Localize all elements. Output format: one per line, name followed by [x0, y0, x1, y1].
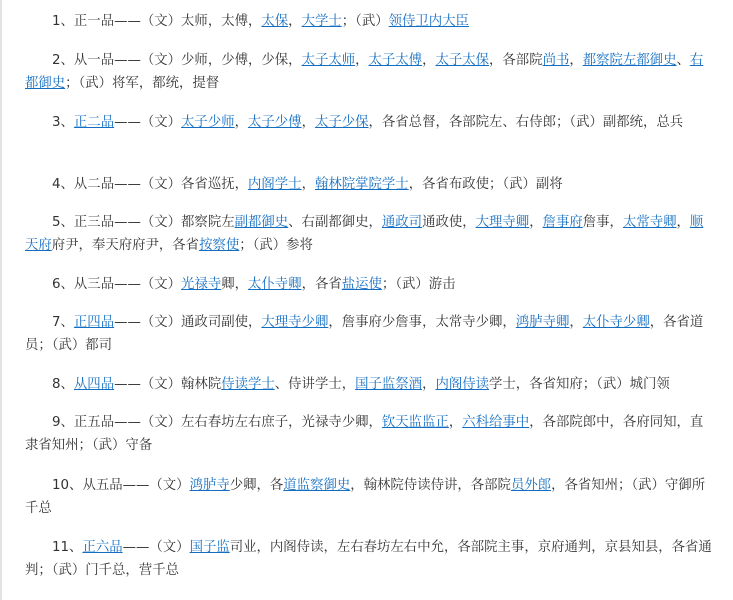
term-link[interactable]: 鸿胪寺卿 — [515, 315, 570, 330]
body-text: 府尹，奉天府府尹，各省 — [51, 238, 200, 253]
term-link[interactable]: 右都御史 — [25, 53, 704, 91]
body-text: ， — [676, 215, 690, 230]
term-link[interactable]: 正四品 — [73, 315, 115, 330]
body-text: ， — [301, 177, 315, 192]
body-text: 司业，内阁侍读，左右春坊左右中允，各部院主事，京府通判，京县知县，各省通判；（武）门千总，营千总 — [25, 540, 712, 578]
left-border — [0, 0, 2, 600]
body-text: ， — [529, 215, 543, 230]
rank-number: 3、 — [52, 115, 74, 130]
body-text: 学士，各省知府；（武）城门领 — [489, 377, 670, 392]
body-text: 正三品——（文）都察院左 — [73, 215, 235, 230]
body-text: 、右副都御史， — [288, 215, 382, 230]
rank-number: 4、 — [52, 177, 74, 192]
term-link[interactable]: 盐运使 — [341, 277, 382, 292]
body-text: ， — [355, 53, 369, 68]
body-text: ，各省总督，各部院左、右侍郎；（武）副都统，总兵 — [368, 115, 684, 130]
term-link[interactable]: 通政司 — [381, 215, 423, 230]
body-text: ， — [569, 315, 583, 330]
term-link[interactable]: 都察院左都御史 — [582, 53, 677, 68]
body-text: ；（武）游击 — [381, 277, 456, 292]
term-link[interactable]: 副都御史 — [234, 215, 289, 230]
rank-paragraph-9 — [25, 411, 715, 457]
rank-paragraph-2 — [25, 49, 715, 95]
rank-number: 8、 — [52, 377, 74, 392]
term-link[interactable]: 内阁侍读 — [435, 377, 490, 392]
body-text: 正一品——（文）太师，太傅， — [73, 14, 262, 29]
term-link[interactable]: 太常寺卿 — [622, 215, 677, 230]
term-link[interactable]: 道监察御史 — [283, 478, 351, 493]
term-link[interactable]: 按察使 — [199, 238, 240, 253]
rank-number: 2、 — [52, 53, 74, 68]
term-link[interactable]: 太仆寺卿 — [248, 277, 302, 292]
term-link[interactable]: 翰林院掌院学士 — [314, 177, 409, 192]
body-text: ，各部院 — [489, 53, 543, 68]
rank-number: 11、 — [52, 540, 83, 555]
body-text: ，翰林院侍读侍讲，各部院 — [350, 478, 511, 493]
term-link[interactable]: 太子少保 — [314, 115, 369, 130]
rank-number: 9、 — [52, 415, 74, 430]
body-text: ，各省布政使；（武）副将 — [408, 177, 563, 192]
body-text: ，各部院郎中，各府同知，直隶省知州；（武）守备 — [25, 415, 704, 453]
body-text: 从五品——（文） — [82, 478, 190, 493]
term-link[interactable]: 太子少傅 — [248, 115, 302, 130]
rank-number: 6、 — [52, 277, 74, 292]
term-link[interactable]: 内阁学士 — [248, 177, 302, 192]
rank-paragraph-11 — [25, 536, 715, 582]
rank-number: 1、 — [52, 14, 74, 29]
term-link[interactable]: 大理寺少卿 — [261, 315, 329, 330]
body-text: ，各省 — [301, 277, 342, 292]
term-link[interactable]: 太子太师 — [301, 53, 356, 68]
body-text: 詹事， — [582, 215, 623, 230]
term-link[interactable]: 钦天监监正 — [381, 415, 449, 430]
term-link[interactable]: 国子监祭酒 — [355, 377, 423, 392]
term-link[interactable]: 领侍卫内大臣 — [388, 14, 469, 29]
term-link[interactable]: 太子少师 — [181, 115, 235, 130]
body-text: ；（武）将军，都统，提督 — [65, 76, 220, 91]
term-link[interactable]: 詹事府 — [542, 215, 583, 230]
rank-paragraph-8 — [25, 373, 715, 396]
term-link[interactable]: 顺天府 — [25, 215, 704, 253]
term-link[interactable]: 太子太保 — [435, 53, 490, 68]
rank-paragraph-5 — [25, 211, 715, 257]
term-link[interactable]: 正二品 — [73, 115, 115, 130]
term-link[interactable]: 六科给事中 — [462, 415, 530, 430]
term-link[interactable]: 尚书 — [542, 53, 570, 68]
body-text: ——（文） — [114, 115, 182, 130]
body-text: 从三品——（文） — [73, 277, 182, 292]
body-text: ， — [288, 14, 302, 29]
term-link[interactable]: 大理寺卿 — [475, 215, 530, 230]
body-text: ， — [422, 377, 436, 392]
rank-paragraph-1 — [25, 10, 715, 33]
body-text: ，各省知州；（武）守御所千总 — [25, 478, 706, 516]
body-text: 从二品——（文）各省巡抚， — [73, 177, 248, 192]
term-link[interactable]: 正六品 — [82, 540, 123, 555]
body-text: ， — [448, 415, 463, 430]
body-text: ；（武）参将 — [239, 238, 313, 253]
term-link[interactable]: 光禄寺 — [181, 277, 222, 292]
body-text: ——（文）翰林院 — [114, 377, 222, 392]
body-text: ， — [234, 115, 248, 130]
body-text: ，各省道员；（武）都司 — [25, 315, 704, 353]
body-text: 、侍讲学士， — [274, 377, 356, 392]
body-text: 正五品——（文）左右春坊左右庶子，光禄寺少卿， — [73, 415, 382, 430]
term-link[interactable]: 员外郎 — [510, 478, 552, 493]
term-link[interactable]: 大学士 — [301, 14, 342, 29]
body-text: 、 — [676, 53, 690, 68]
body-text: ， — [422, 53, 436, 68]
rank-number: 10、 — [52, 478, 83, 493]
rank-number: 7、 — [52, 315, 74, 330]
term-link[interactable]: 太子太傅 — [368, 53, 423, 68]
body-text: 卿， — [221, 277, 248, 292]
rank-paragraph-6 — [25, 273, 715, 296]
body-text: 少卿，各 — [229, 478, 284, 493]
term-link[interactable]: 鸿胪寺 — [189, 478, 230, 493]
term-link[interactable]: 太仆寺少卿 — [582, 315, 650, 330]
term-link[interactable]: 国子监 — [189, 540, 230, 555]
rank-paragraph-10 — [25, 474, 715, 520]
body-text: ， — [569, 53, 583, 68]
body-text: 通政使， — [422, 215, 476, 230]
term-link[interactable]: 从四品 — [73, 377, 115, 392]
rank-number: 5、 — [52, 215, 74, 230]
body-text: ；（武） — [341, 14, 389, 29]
rank-paragraph-3 — [25, 111, 715, 134]
body-text: 从一品——（文）少师，少傅，少保， — [73, 53, 302, 68]
rank-paragraph-7 — [25, 311, 715, 357]
term-link[interactable]: 侍读学士 — [221, 377, 275, 392]
term-link[interactable]: 太保 — [261, 14, 289, 29]
body-text: ——（文） — [122, 540, 190, 555]
body-text: ，詹事府少詹事，太常寺少卿， — [328, 315, 516, 330]
body-text: ——（文）通政司副使， — [114, 315, 262, 330]
body-text: ， — [301, 115, 315, 130]
rank-paragraph-4 — [25, 173, 715, 196]
